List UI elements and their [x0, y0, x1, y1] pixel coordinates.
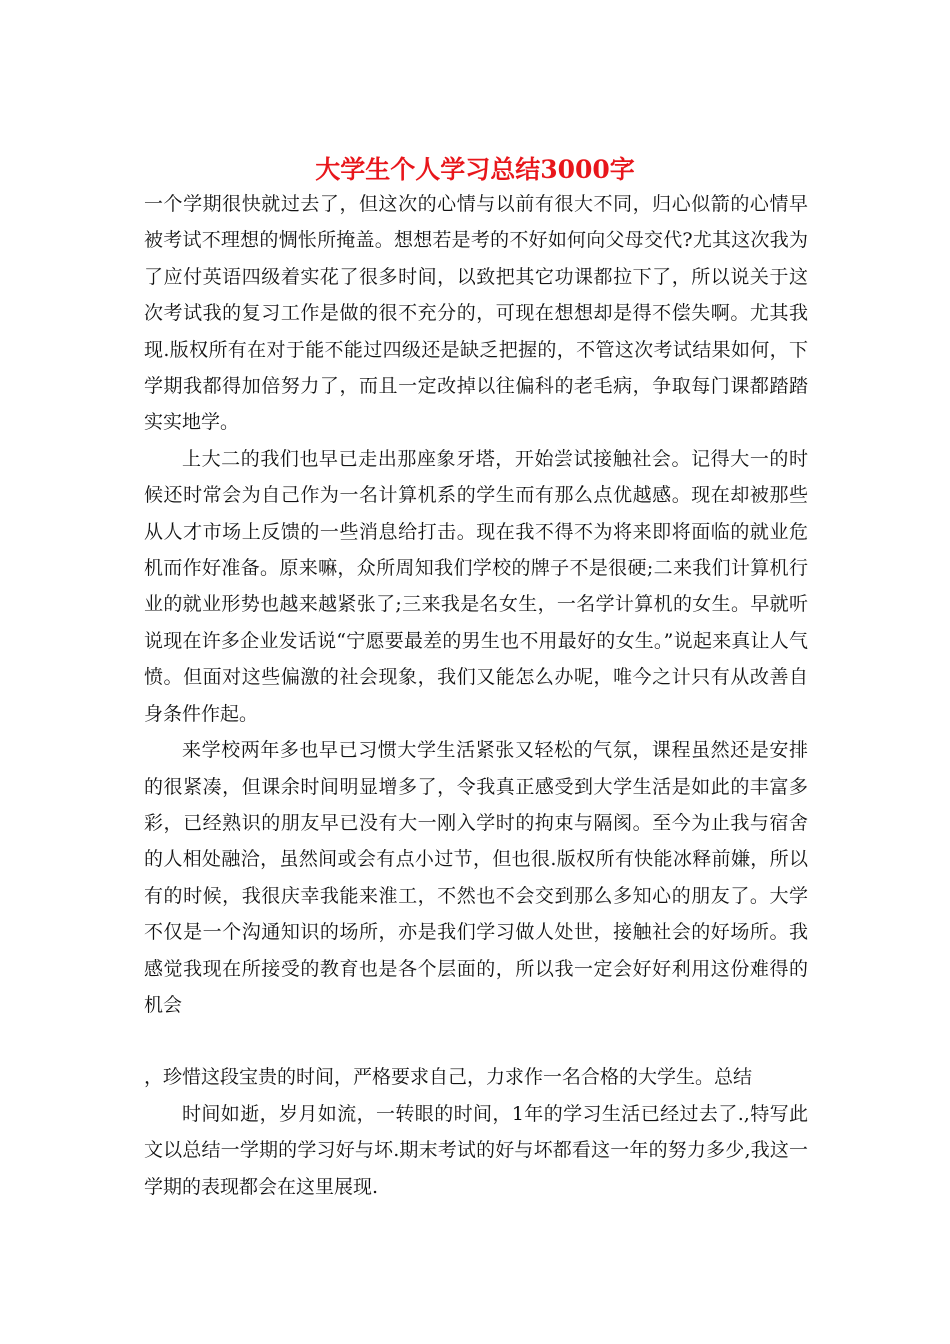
paragraph-3: 来学校两年多也早已习惯大学生活紧张又轻松的气氛，课程虽然还是安排的很紧凑，但课余时间明显增多了，令我真正感受到大学生活是如此的丰富多彩，已经熟识的朋友早已没有大一刚入学时的拘束与隔阂。至今为止我与宿舍的人相处融洽，虽然间或会有点小过节，但也很.版权所有快能冰释前嫌，所以有的时候，我很庆幸我能来淮工，不然也不会交到那么多知心的朋友了。大学不仅是一个沟通知识的场所，亦是我们学习做人处世，接触社会的好场所。我感觉我现在所接受的教育也是各个层面的，所以我一定会好好利用这份难得的机会 [144, 739, 808, 1016]
document-body [144, 186, 808, 1205]
paragraph-4: ，珍惜这段宝贵的时间，严格要求自己，力求作一名合格的大学生。总结 [144, 1066, 753, 1089]
paragraph-5: 时间如逝，岁月如流，一转眼的时间，1年的学习生活已经过去了.,特写此文以总结一学期的学习好与坏.期末考试的好与坏都看这一年的努力多少,我这一学期的表现都会在这里展现. [144, 1102, 808, 1198]
document-title: 大学生个人学习总结3000字 [315, 155, 635, 184]
paragraph-gap [144, 1023, 808, 1059]
paragraph-2: 上大二的我们也早已走出那座象牙塔，开始尝试接触社会。记得大一的时候还时常会为自己作为一名计算机系的学生而有那么点优越感。现在却被那些从人才市场上反馈的一些消息给打击。现在我不得不为将来即将面临的就业危机而作好准备。原来嘛，众所周知我们学校的牌子不是很硬;二来我们计算机行业的就业形势也越来越紧张了;三来我是名女生，一名学计算机的女生。早就听说现在许多企业发话说“宁愿要最差的男生也不用最好的女生。”说起来真让人气愤。但面对这些偏激的社会现象，我们又能怎么办呢，唯今之计只有从改善自身条件作起。 [144, 447, 808, 725]
paragraph-1: 一个学期很快就过去了，但这次的心情与以前有很大不同，归心似箭的心情早被考试不理想的惆怅所掩盖。想想若是考的不好如何向父母交代?尤其这次我为了应付英语四级着实花了很多时间，以致把其它功课都拉下了，所以说关于这次考试我的复习工作是做的很不充分的，可现在想想却是得不偿失啊。尤其我现.版权所有在对于能不能过四级还是缺乏把握的，不管这次考试结果如何，下学期我都得加倍努力了，而且一定改掉以往偏科的老毛病，争取每门课都踏踏实实地学。 [144, 193, 808, 434]
